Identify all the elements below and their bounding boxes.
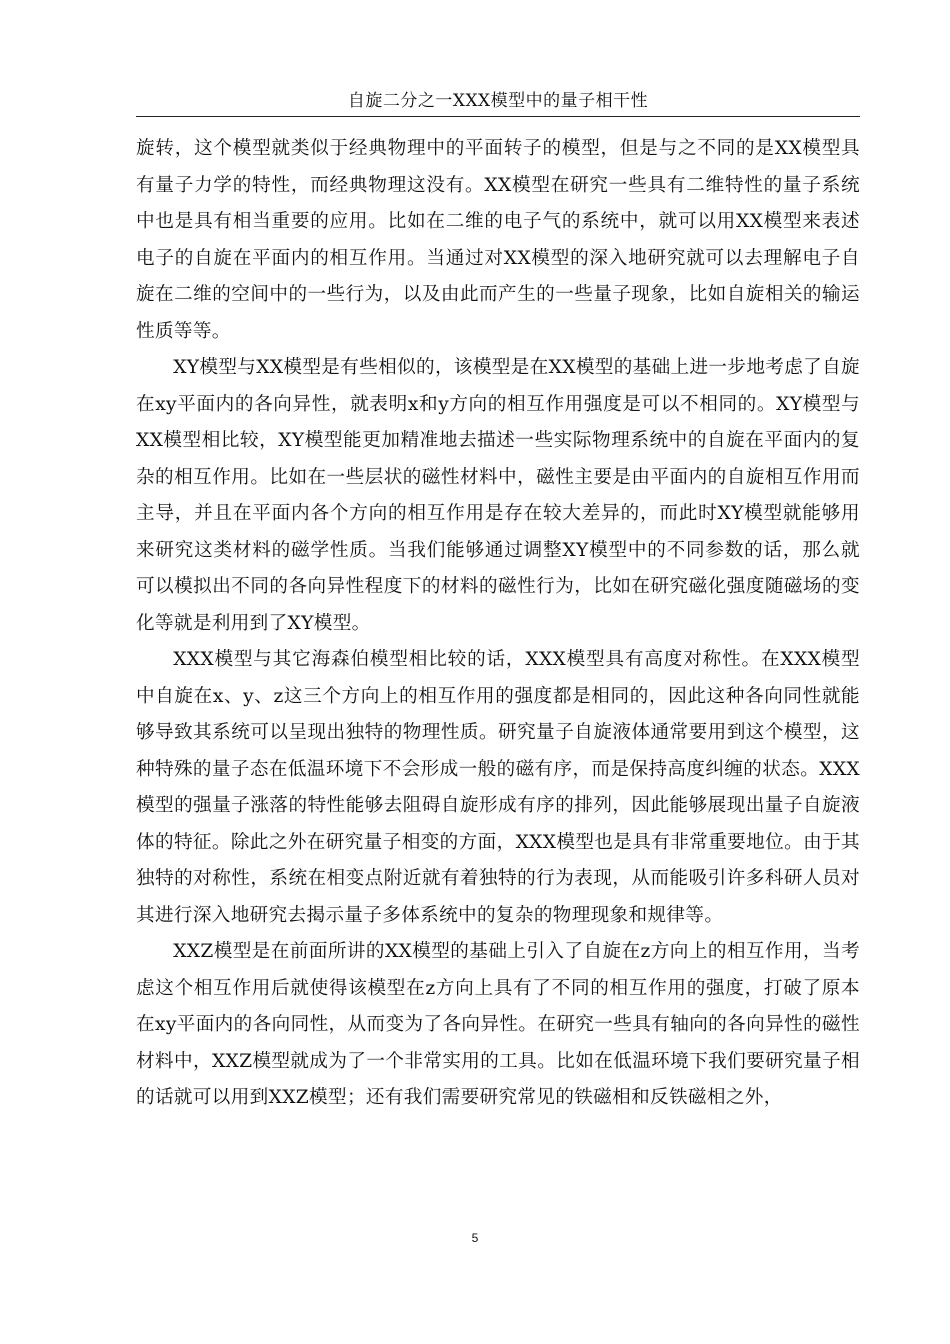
header-rule [136,116,860,117]
body-text [136,131,860,1117]
page-number: 5 [471,1231,479,1245]
running-header: 自旋二分之一XXX模型中的量子相干性 [347,91,649,111]
paragraph-xxz-model: XXZ模型是在前面所讲的XX模型的基础上引入了自旋在z方向上的相互作用，当考虑这个相互作用后就使得该模型在z方向上具有了不同的相互作用的强度，打破了原本在xy平面内的各向同性，从而变为了各向异性。在研究一些具有轴向的各向异性的磁性材料中，XXZ模型就成为了一个非常实用的工具。比如在低温环境下我们要研究量子相的话就可以用到XXZ模型；还有我们需要研究常见的铁磁相和反铁磁相之外， [136,941,860,1108]
paragraph-xxx-model: XXX模型与其它海森伯模型相比较的话，XXX模型具有高度对称性。在XXX模型中自旋在x、y、z这三个方向上的相互作用的强度都是相同的，因此这种各向同性就能够导致其系统可以呈现出独特的物理性质。研究量子自旋液体通常要用到这个模型，这种特殊的量子态在低温环境下不会形成一般的磁有序，而是保持高度纠缠的状态。XXX模型的强量子涨落的特性能够去阻碍自旋形成有序的排列，因此能够展现出量子自旋液体的特征。除此之外在研究量子相变的方面，XXX模型也是具有非常重要地位。由于其独特的对称性，系统在相变点附近就有着独特的行为表现，从而能吸引许多科研人员对其进行深入地研究去揭示量子多体系统中的复杂的物理现象和规律等。 [136,649,860,926]
paragraph-xy-model: XY模型与XX模型是有些相似的，该模型是在XX模型的基础上进一步地考虑了自旋在xy平面内的各向异性，就表明x和y方向的相互作用强度是可以不相同的。XY模型与XX模型相比较，XY模型能更加精准地去描述一些实际物理系统中的自旋在平面内的复杂的相互作用。比如在一些层状的磁性材料中，磁性主要是由平面内的自旋相互作用而主导，并且在平面内各个方向的相互作用是存在较大差异的，而此时XY模型就能够用来研究这类材料的磁学性质。当我们能够通过调整XY模型中的不同参数的话，那么就可以模拟出不同的各向异性程度下的材料的磁性行为，比如在研究磁化强度随磁场的变化等就是利用到了XY模型。 [136,357,860,634]
paragraph-continued: 旋转，这个模型就类似于经典物理中的平面转子的模型，但是与之不同的是XX模型具有量子力学的特性，而经典物理这没有。XX模型在研究一些具有二维特性的量子系统中也是具有相当重要的应用。比如在二维的电子气的系统中，就可以用XX模型来表述电子的自旋在平面内的相互作用。当通过对XX模型的深入地研究就可以去理解电子自旋在二维的空间中的一些行为，以及由此而产生的一些量子现象，比如自旋相关的输运性质等等。 [136,138,860,342]
